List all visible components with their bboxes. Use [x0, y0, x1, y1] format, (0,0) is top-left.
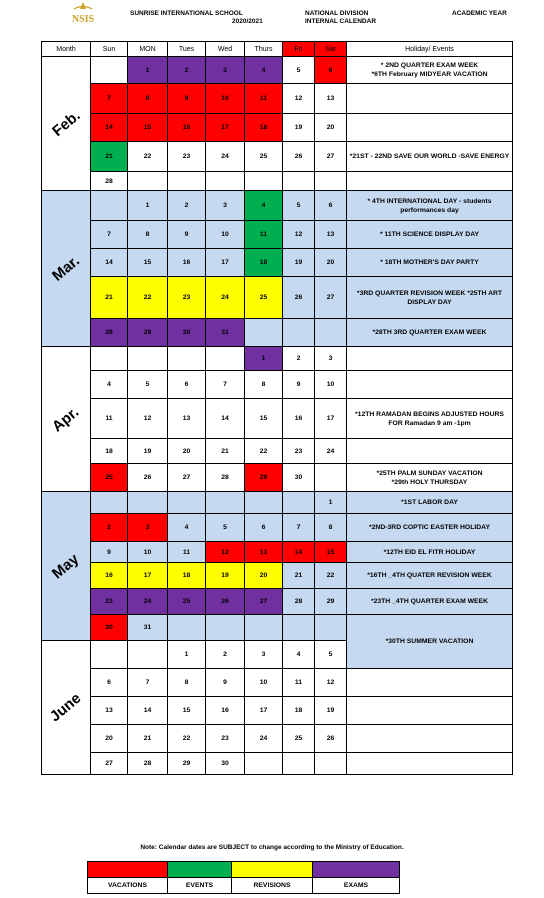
day-cell: 10: [128, 542, 168, 563]
day-cell: 3: [128, 514, 168, 542]
day-cell: 5: [283, 191, 315, 221]
day-cell: 5: [128, 371, 168, 399]
week-row: [42, 172, 513, 191]
day-cell: 28: [91, 319, 128, 347]
day-cell: 23: [168, 277, 206, 319]
day-cell: [91, 492, 128, 514]
day-cell: [245, 172, 283, 191]
legend-swatch: [168, 862, 232, 878]
event-cell: * 11TH SCIENCE DISPLAY DAY: [347, 221, 513, 249]
day-cell: 5: [315, 641, 347, 669]
event-cell: * 18TH MOTHER'S DAY PARTY: [347, 249, 513, 277]
day-cell: 16: [283, 399, 315, 439]
week-row: [42, 492, 513, 514]
week-row: [42, 249, 513, 277]
day-cell: 30: [91, 615, 128, 641]
week-row: [42, 464, 513, 492]
column-header-tues: Tues: [168, 42, 206, 57]
day-cell: 9: [91, 542, 128, 563]
day-cell: 27: [245, 589, 283, 615]
week-row: [42, 191, 513, 221]
day-cell: 3: [245, 641, 283, 669]
day-cell: 6: [315, 191, 347, 221]
day-cell: 7: [283, 514, 315, 542]
day-cell: 3: [206, 191, 245, 221]
day-cell: 11: [283, 669, 315, 697]
day-cell: 5: [283, 57, 315, 84]
day-cell: 22: [315, 563, 347, 589]
day-cell: 12: [283, 84, 315, 114]
day-cell: [168, 492, 206, 514]
day-cell: 22: [245, 439, 283, 464]
logo-text: NSIS: [71, 14, 95, 25]
column-header-holiday-events: Holiday/ Events: [347, 42, 513, 57]
day-cell: 10: [206, 221, 245, 249]
day-cell: 17: [315, 399, 347, 439]
day-cell: 9: [168, 84, 206, 114]
day-cell: 11: [245, 84, 283, 114]
day-cell: 10: [206, 84, 245, 114]
week-row: [42, 725, 513, 753]
day-cell: 15: [128, 114, 168, 142]
day-cell: 16: [206, 697, 245, 725]
day-cell: 29: [315, 589, 347, 615]
day-cell: 3: [315, 347, 347, 371]
day-cell: 20: [91, 725, 128, 753]
day-cell: [283, 319, 315, 347]
event-cell: [347, 669, 513, 697]
day-cell: 21: [206, 439, 245, 464]
day-cell: 4: [245, 57, 283, 84]
day-cell: 9: [168, 221, 206, 249]
event-cell: [347, 84, 513, 114]
day-cell: 23: [283, 439, 315, 464]
day-cell: [91, 191, 128, 221]
day-cell: 8: [168, 669, 206, 697]
day-cell: 6: [91, 669, 128, 697]
week-row: [42, 542, 513, 563]
school-year: 2020/2021: [232, 18, 263, 25]
day-cell: 23: [168, 142, 206, 172]
day-cell: 1: [245, 347, 283, 371]
event-cell: [347, 371, 513, 399]
day-cell: 14: [206, 399, 245, 439]
week-row: [42, 753, 513, 775]
calendar-type: INTERNAL CALENDAR: [305, 18, 377, 25]
day-cell: [128, 172, 168, 191]
day-cell: 5: [206, 514, 245, 542]
day-cell: 1: [128, 57, 168, 84]
event-cell: *28TH 3RD QUARTER EXAM WEEK: [347, 319, 513, 347]
day-cell: 20: [245, 563, 283, 589]
day-cell: 10: [315, 371, 347, 399]
month-label: Feb.: [48, 107, 84, 140]
week-row: [42, 114, 513, 142]
day-cell: 15: [168, 697, 206, 725]
day-cell: 24: [128, 589, 168, 615]
day-cell: 6: [315, 57, 347, 84]
day-cell: 24: [315, 439, 347, 464]
day-cell: 24: [206, 277, 245, 319]
day-cell: 11: [168, 542, 206, 563]
day-cell: 1: [168, 641, 206, 669]
day-cell: 16: [168, 114, 206, 142]
month-label: Apr.: [49, 403, 83, 435]
week-row: [42, 221, 513, 249]
day-cell: [206, 172, 245, 191]
day-cell: 27: [315, 142, 347, 172]
week-row: [42, 371, 513, 399]
day-cell: 19: [283, 114, 315, 142]
day-cell: 13: [91, 697, 128, 725]
day-cell: 29: [168, 753, 206, 775]
legend-swatch: [88, 862, 168, 878]
day-cell: 13: [168, 399, 206, 439]
day-cell: [168, 615, 206, 641]
week-row: [42, 615, 513, 641]
calendar-table: [41, 41, 513, 775]
day-cell: 18: [168, 563, 206, 589]
day-cell: [206, 615, 245, 641]
event-cell: *2ND-3RD COPTIC EASTER HOLIDAY: [347, 514, 513, 542]
week-row: [42, 347, 513, 371]
day-cell: 7: [128, 669, 168, 697]
day-cell: [206, 492, 245, 514]
week-row: [42, 514, 513, 542]
day-cell: 7: [206, 371, 245, 399]
event-cell: [347, 114, 513, 142]
day-cell: 26: [206, 589, 245, 615]
day-cell: 15: [245, 399, 283, 439]
day-cell: [128, 641, 168, 669]
day-cell: 18: [91, 439, 128, 464]
day-cell: 25: [168, 589, 206, 615]
day-cell: 20: [315, 114, 347, 142]
day-cell: 25: [283, 725, 315, 753]
day-cell: 2: [168, 191, 206, 221]
day-cell: 25: [91, 464, 128, 492]
day-cell: 25: [245, 142, 283, 172]
legend-swatch: [313, 862, 400, 878]
month-label: May: [49, 550, 83, 582]
day-cell: 26: [283, 277, 315, 319]
division: NATIONAL DIVISION: [305, 10, 369, 17]
day-cell: 28: [206, 464, 245, 492]
day-cell: 28: [91, 172, 128, 191]
day-cell: 26: [315, 725, 347, 753]
day-cell: [245, 492, 283, 514]
event-cell: [347, 347, 513, 371]
day-cell: 16: [168, 249, 206, 277]
day-cell: 29: [245, 464, 283, 492]
day-cell: 1: [315, 492, 347, 514]
day-cell: 30: [206, 753, 245, 775]
event-cell: *23TH _4TH QUARTER EXAM WEEK: [347, 589, 513, 615]
event-cell: [347, 725, 513, 753]
day-cell: 1: [128, 191, 168, 221]
day-cell: 27: [168, 464, 206, 492]
week-row: [42, 319, 513, 347]
academic-year-label: ACADEMIC YEAR: [452, 10, 507, 17]
day-cell: 4: [245, 191, 283, 221]
day-cell: 6: [245, 514, 283, 542]
day-cell: 25: [245, 277, 283, 319]
month-cell: [42, 492, 91, 641]
day-cell: 12: [128, 399, 168, 439]
day-cell: 19: [206, 563, 245, 589]
column-header-sat: Sat: [315, 42, 347, 57]
day-cell: 13: [315, 221, 347, 249]
column-header-sun: Sun: [91, 42, 128, 57]
day-cell: 8: [315, 514, 347, 542]
month-label: June: [47, 689, 85, 726]
legend: [87, 861, 400, 894]
day-cell: 14: [91, 249, 128, 277]
week-row: [42, 142, 513, 172]
day-cell: 9: [206, 669, 245, 697]
day-cell: 27: [91, 753, 128, 775]
day-cell: 21: [128, 725, 168, 753]
day-cell: 31: [206, 319, 245, 347]
day-cell: 12: [315, 669, 347, 697]
day-cell: 7: [91, 84, 128, 114]
day-cell: 2: [206, 641, 245, 669]
day-cell: 8: [245, 371, 283, 399]
week-row: [42, 439, 513, 464]
day-cell: [128, 492, 168, 514]
day-cell: [283, 172, 315, 191]
calendar-note: Note: Calendar dates are SUBJECT to change according to the Ministry of Education.: [140, 844, 404, 851]
week-row: [42, 57, 513, 84]
event-cell: *16TH _4TH QUATER REVISION WEEK: [347, 563, 513, 589]
week-row: [42, 399, 513, 439]
event-cell: *1ST LABOR DAY: [347, 492, 513, 514]
day-cell: 11: [91, 399, 128, 439]
week-row: [42, 589, 513, 615]
day-cell: 13: [245, 542, 283, 563]
legend-label: EVENTS: [168, 878, 232, 894]
column-header-month: Month: [42, 42, 91, 57]
day-cell: [128, 347, 168, 371]
school-logo: [64, 1, 102, 27]
event-cell: [347, 439, 513, 464]
day-cell: 22: [128, 277, 168, 319]
day-cell: 23: [91, 589, 128, 615]
day-cell: [315, 615, 347, 641]
day-cell: [245, 615, 283, 641]
event-cell: [347, 753, 513, 775]
column-header-thurs: Thurs: [245, 42, 283, 57]
day-cell: 15: [128, 249, 168, 277]
day-cell: 24: [206, 142, 245, 172]
event-cell: *12TH EID EL FITR HOLIDAY: [347, 542, 513, 563]
day-cell: 17: [128, 563, 168, 589]
day-cell: 14: [283, 542, 315, 563]
day-cell: 19: [283, 249, 315, 277]
day-cell: 18: [245, 249, 283, 277]
event-cell: *25TH PALM SUNDAY VACATION *29th HOLY THURSDAY: [347, 464, 513, 492]
week-row: [42, 669, 513, 697]
header-row: [42, 42, 513, 57]
day-cell: 22: [128, 142, 168, 172]
event-cell: *21ST - 22ND SAVE OUR WORLD -SAVE ENERGY: [347, 142, 513, 172]
day-cell: 3: [206, 57, 245, 84]
day-cell: 20: [315, 249, 347, 277]
day-cell: 9: [283, 371, 315, 399]
day-cell: [315, 753, 347, 775]
day-cell: [245, 319, 283, 347]
day-cell: 4: [91, 371, 128, 399]
day-cell: [91, 57, 128, 84]
day-cell: 26: [128, 464, 168, 492]
day-cell: 14: [128, 697, 168, 725]
day-cell: 14: [91, 114, 128, 142]
day-cell: [91, 347, 128, 371]
day-cell: 20: [168, 439, 206, 464]
day-cell: 6: [168, 371, 206, 399]
day-cell: 2: [168, 57, 206, 84]
week-row: [42, 277, 513, 319]
event-cell: * 2ND QUARTER EXAM WEEK *6TH February MIDYEAR VACATION: [347, 57, 513, 84]
column-header-fri: Fri: [283, 42, 315, 57]
day-cell: [315, 464, 347, 492]
day-cell: 29: [128, 319, 168, 347]
day-cell: 28: [283, 589, 315, 615]
day-cell: 7: [91, 221, 128, 249]
week-row: [42, 697, 513, 725]
school-name: SUNRISE INTERNATIONAL SCHOOL: [130, 10, 243, 17]
day-cell: 12: [283, 221, 315, 249]
day-cell: 2: [91, 514, 128, 542]
day-cell: 18: [283, 697, 315, 725]
day-cell: [91, 641, 128, 669]
day-cell: [315, 319, 347, 347]
day-cell: 27: [315, 277, 347, 319]
event-cell: [347, 697, 513, 725]
day-cell: 2: [283, 347, 315, 371]
day-cell: 8: [128, 221, 168, 249]
day-cell: 11: [245, 221, 283, 249]
column-header-wed: Wed: [206, 42, 245, 57]
month-label: Mar.: [49, 252, 83, 285]
event-cell: *30TH SUMMER VACATION: [347, 615, 513, 669]
day-cell: 13: [315, 84, 347, 114]
day-cell: 26: [283, 142, 315, 172]
event-cell: *3RD QUARTER REVISION WEEK *25TH ART DISPLAY DAY: [347, 277, 513, 319]
day-cell: [283, 492, 315, 514]
day-cell: 21: [283, 563, 315, 589]
week-row: [42, 84, 513, 114]
day-cell: 31: [128, 615, 168, 641]
day-cell: 4: [283, 641, 315, 669]
month-cell: [42, 641, 91, 775]
day-cell: 23: [206, 725, 245, 753]
day-cell: 19: [128, 439, 168, 464]
day-cell: 17: [206, 249, 245, 277]
day-cell: [168, 347, 206, 371]
day-cell: [283, 615, 315, 641]
column-header-mon: MON: [128, 42, 168, 57]
day-cell: 30: [168, 319, 206, 347]
day-cell: [168, 172, 206, 191]
day-cell: 28: [128, 753, 168, 775]
day-cell: 16: [91, 563, 128, 589]
month-cell: [42, 57, 91, 191]
legend-label: VACATIONS: [88, 878, 168, 894]
day-cell: 15: [315, 542, 347, 563]
day-cell: 12: [206, 542, 245, 563]
month-cell: [42, 347, 91, 492]
day-cell: 17: [245, 697, 283, 725]
day-cell: 30: [283, 464, 315, 492]
event-cell: *12TH RAMADAN BEGINS ADJUSTED HOURS FOR Ramadan 9 am -1pm: [347, 399, 513, 439]
day-cell: [245, 753, 283, 775]
day-cell: [315, 172, 347, 191]
week-row: [42, 563, 513, 589]
event-cell: [347, 172, 513, 191]
day-cell: 10: [245, 669, 283, 697]
day-cell: 17: [206, 114, 245, 142]
day-cell: 19: [315, 697, 347, 725]
legend-swatch: [232, 862, 313, 878]
day-cell: 21: [91, 142, 128, 172]
day-cell: [206, 347, 245, 371]
day-cell: [283, 753, 315, 775]
legend-label: REVISIONS: [232, 878, 313, 894]
event-cell: * 4TH INTERNATIONAL DAY - students performances day: [347, 191, 513, 221]
day-cell: 22: [168, 725, 206, 753]
day-cell: 8: [128, 84, 168, 114]
month-cell: [42, 191, 91, 347]
day-cell: 24: [245, 725, 283, 753]
day-cell: 4: [168, 514, 206, 542]
legend-label: EXAMS: [313, 878, 400, 894]
day-cell: 21: [91, 277, 128, 319]
day-cell: 18: [245, 114, 283, 142]
